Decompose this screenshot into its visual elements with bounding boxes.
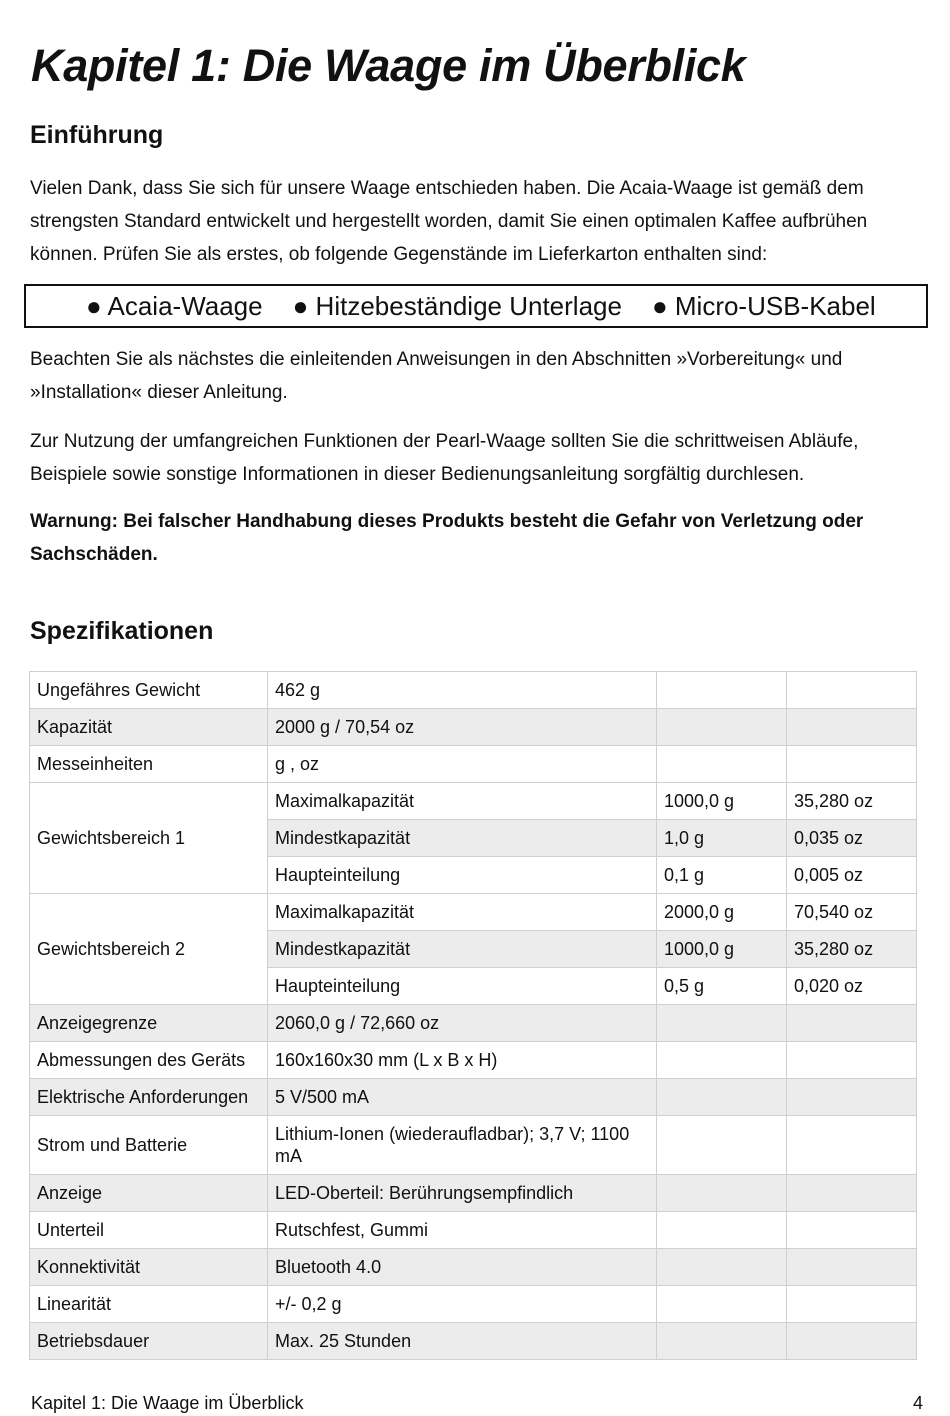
spec-label: Kapazität [30, 709, 268, 746]
spec-ounces: 0,005 oz [787, 857, 917, 894]
spec-label: Anzeige [30, 1175, 268, 1212]
spec-ounces: 0,020 oz [787, 968, 917, 1005]
spec-subvalue: Maximalkapazität [268, 894, 657, 931]
intro-paragraph-3: Zur Nutzung der umfangreichen Funktionen der Pearl-Waage sollten Sie die schrittweisen Abläufe, Beispiele sowie sonstige Informationen in dieser Bedienungsanleitung sorgfältig durchlesen. [30, 431, 859, 485]
spec-value: g , oz [268, 746, 657, 783]
spec-value: 5 V/500 mA [268, 1079, 657, 1116]
spec-value: LED-Oberteil: Berührungsempfindlich [268, 1175, 657, 1212]
footer-page-number: 4 [912, 1393, 923, 1413]
spec-label: Konnektivität [30, 1249, 268, 1286]
spec-label: Gewichtsbereich 1 [30, 783, 268, 894]
spec-grams: 1,0 g [657, 820, 787, 857]
spec-label: Betriebsdauer [30, 1323, 268, 1360]
spec-label: Abmessungen des Geräts [30, 1042, 268, 1079]
spec-label: Strom und Batterie [30, 1116, 268, 1175]
table-row [30, 1079, 917, 1116]
spec-table [29, 671, 917, 1360]
spec-label: Unterteil [30, 1212, 268, 1249]
table-row [30, 709, 917, 746]
table-row [30, 1212, 917, 1249]
spec-value: Max. 25 Stunden [268, 1323, 657, 1360]
table-row [30, 1042, 917, 1079]
spec-subvalue: Mindestkapazität [268, 931, 657, 968]
footer-chapter-title: Kapitel 1: Die Waage im Überblick [31, 1393, 304, 1413]
table-row [30, 672, 917, 709]
spec-ounces: 0,035 oz [787, 820, 917, 857]
table-row [30, 1249, 917, 1286]
spec-grams: 0,5 g [657, 968, 787, 1005]
table-row [30, 894, 917, 931]
package-contents-box [24, 284, 928, 328]
spec-label: Elektrische Anforderungen [30, 1079, 268, 1116]
warning-text: Warnung: Bei falscher Handhabung dieses Produkts besteht die Gefahr von Verletzung oder Sachschäden. [30, 511, 864, 565]
table-row [30, 1323, 917, 1360]
spec-value: +/- 0,2 g [268, 1286, 657, 1323]
package-item-heat-pad: ● Hitzebeständige Unterlage [292, 290, 622, 321]
spec-value: Lithium-Ionen (wiederaufladbar); 3,7 V; 1100 mA [268, 1116, 657, 1175]
spec-grams: 0,1 g [657, 857, 787, 894]
intro-paragraph-1: Vielen Dank, dass Sie sich für unsere Waage entschieden haben. Die Acaia-Waage ist gemäß dem strengsten Standard entwickelt und hergestellt worden, damit Sie einen optimalen Kaffee aufbrühen können. Prüfen Sie als erstes, ob folgende Gegenstände im Lieferkarton enthalten sind: [30, 178, 868, 265]
spec-ounces: 70,540 oz [787, 894, 917, 931]
spec-subvalue: Maximalkapazität [268, 783, 657, 820]
spec-label: Gewichtsbereich 2 [30, 894, 268, 1005]
spec-value: 462 g [268, 672, 657, 709]
spec-value: 160x160x30 mm (L x B x H) [268, 1042, 657, 1079]
spec-subvalue: Mindestkapazität [268, 820, 657, 857]
spec-grams: 1000,0 g [657, 783, 787, 820]
package-item-scale: ● Acaia-Waage [86, 290, 263, 321]
spec-value: Rutschfest, Gummi [268, 1212, 657, 1249]
spec-label: Messeinheiten [30, 746, 268, 783]
table-row [30, 1286, 917, 1323]
spec-value: 2060,0 g / 72,660 oz [268, 1005, 657, 1042]
spec-subvalue: Haupteinteilung [268, 857, 657, 894]
spec-label: Ungefähres Gewicht [30, 672, 268, 709]
spec-subvalue: Haupteinteilung [268, 968, 657, 1005]
spec-ounces: 35,280 oz [787, 931, 917, 968]
table-row [30, 1116, 917, 1175]
chapter-title: Kapitel 1: Die Waage im Überblick [31, 40, 746, 91]
spec-label: Anzeigegrenze [30, 1005, 268, 1042]
spec-value: Bluetooth 4.0 [268, 1249, 657, 1286]
spec-grams: 1000,0 g [657, 931, 787, 968]
table-row [30, 1175, 917, 1212]
table-row [30, 783, 917, 820]
table-row [30, 746, 917, 783]
spec-label: Linearität [30, 1286, 268, 1323]
intro-heading: Einführung [30, 121, 164, 149]
spec-value: 2000 g / 70,54 oz [268, 709, 657, 746]
table-row [30, 1005, 917, 1042]
intro-paragraph-2: Beachten Sie als nächstes die einleitenden Anweisungen in den Abschnitten »Vorbereitung« und »Installation« dieser Anleitung. [30, 349, 843, 403]
package-item-usb-cable: ● Micro-USB-Kabel [651, 290, 876, 321]
spec-grams: 2000,0 g [657, 894, 787, 931]
specs-heading: Spezifikationen [30, 617, 214, 645]
spec-ounces: 35,280 oz [787, 783, 917, 820]
